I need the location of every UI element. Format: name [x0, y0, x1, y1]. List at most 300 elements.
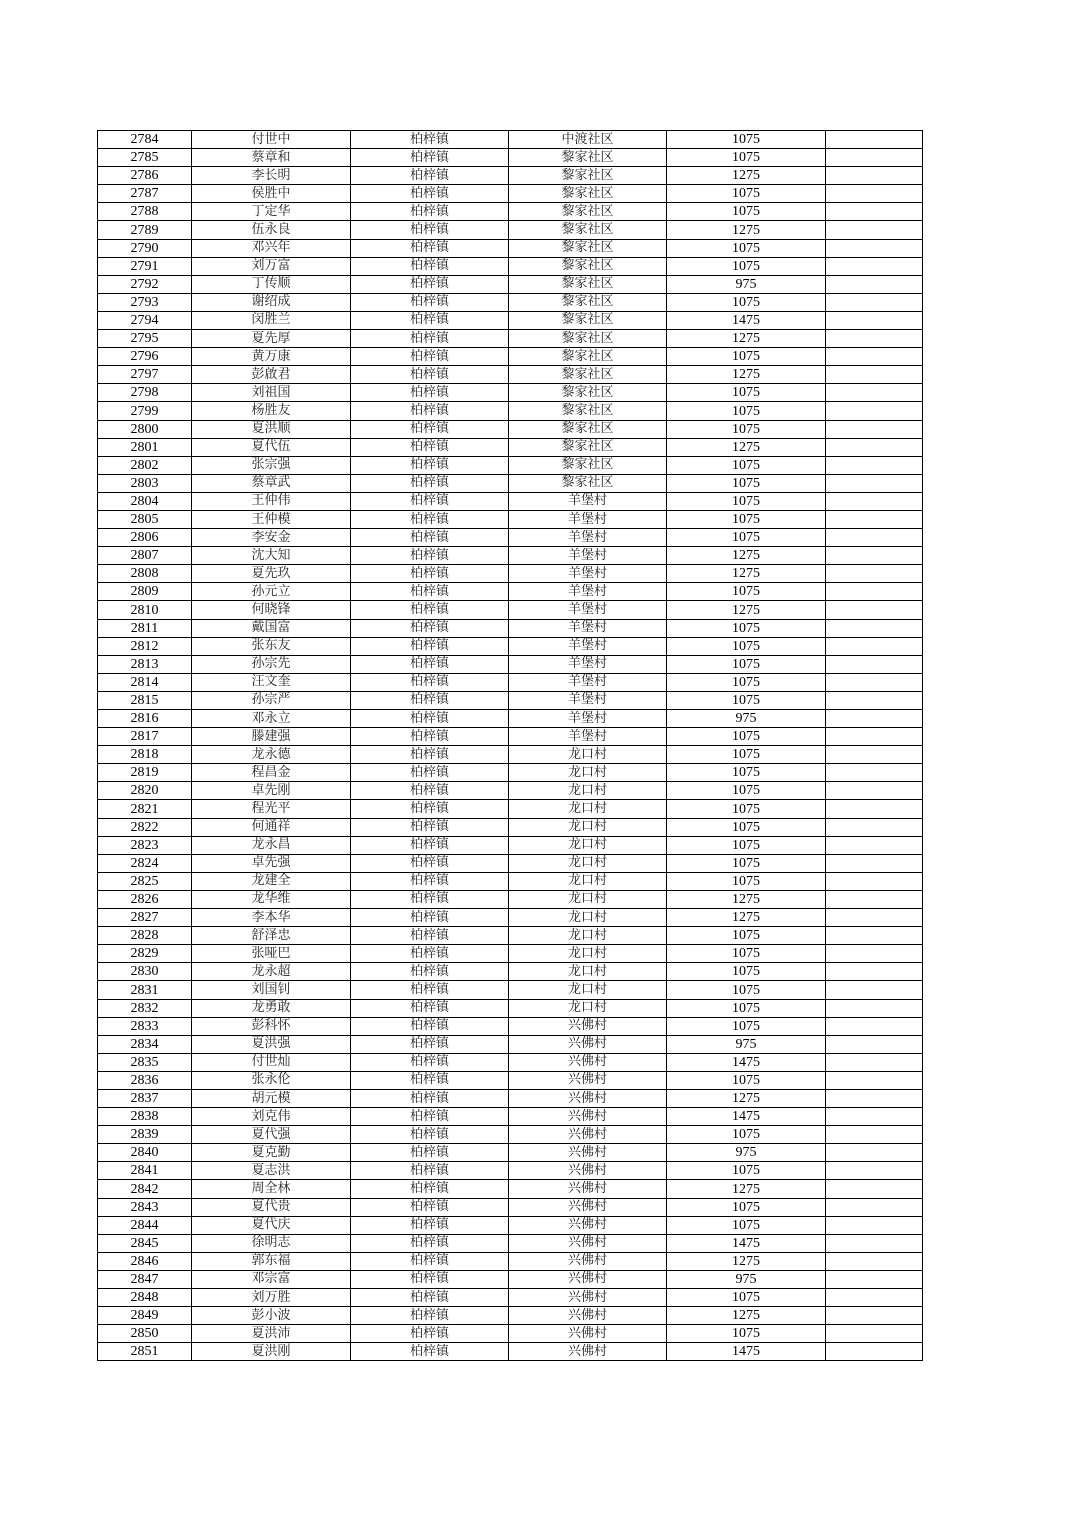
amount-cell: 1075 — [667, 728, 826, 746]
table-row — [98, 1234, 923, 1252]
town-cell: 柏梓镇 — [351, 764, 509, 782]
remark-cell — [826, 420, 923, 438]
town-cell: 柏梓镇 — [351, 1325, 509, 1343]
remark-cell — [826, 366, 923, 384]
row-number-cell: 2826 — [98, 890, 192, 908]
name-cell: 徐明志 — [192, 1234, 351, 1252]
amount-cell: 1075 — [667, 492, 826, 510]
table-row — [98, 167, 923, 185]
table-row — [98, 1289, 923, 1307]
remark-cell — [826, 1071, 923, 1089]
name-cell: 夏代贵 — [192, 1198, 351, 1216]
name-cell: 杨胜友 — [192, 402, 351, 420]
town-cell: 柏梓镇 — [351, 1144, 509, 1162]
remark-cell — [826, 1108, 923, 1126]
town-cell: 柏梓镇 — [351, 800, 509, 818]
name-cell: 卓先强 — [192, 854, 351, 872]
town-cell: 柏梓镇 — [351, 583, 509, 601]
row-number-cell: 2825 — [98, 872, 192, 890]
amount-cell: 1475 — [667, 311, 826, 329]
village-cell: 龙口村 — [509, 818, 667, 836]
row-number-cell: 2832 — [98, 999, 192, 1017]
table-row — [98, 239, 923, 257]
table-row — [98, 782, 923, 800]
town-cell: 柏梓镇 — [351, 1343, 509, 1361]
village-cell: 羊堡村 — [509, 619, 667, 637]
remark-cell — [826, 257, 923, 275]
row-number-cell: 2801 — [98, 438, 192, 456]
row-number-cell: 2798 — [98, 384, 192, 402]
amount-cell: 1075 — [667, 637, 826, 655]
village-cell: 兴佛村 — [509, 1289, 667, 1307]
name-cell: 夏洪刚 — [192, 1343, 351, 1361]
table-row — [98, 456, 923, 474]
row-number-cell: 2838 — [98, 1108, 192, 1126]
village-cell: 龙口村 — [509, 836, 667, 854]
amount-cell: 1075 — [667, 1126, 826, 1144]
remark-cell — [826, 492, 923, 510]
name-cell: 龙勇敢 — [192, 999, 351, 1017]
remark-cell — [826, 764, 923, 782]
row-number-cell: 2797 — [98, 366, 192, 384]
row-number-cell: 2845 — [98, 1234, 192, 1252]
amount-cell: 1075 — [667, 1216, 826, 1234]
table-row — [98, 909, 923, 927]
village-cell: 龙口村 — [509, 981, 667, 999]
row-number-cell: 2820 — [98, 782, 192, 800]
name-cell: 张东友 — [192, 637, 351, 655]
table-row — [98, 800, 923, 818]
village-cell: 龙口村 — [509, 764, 667, 782]
row-number-cell: 2805 — [98, 510, 192, 528]
name-cell: 李本华 — [192, 909, 351, 927]
village-cell: 兴佛村 — [509, 1108, 667, 1126]
row-number-cell: 2809 — [98, 583, 192, 601]
town-cell: 柏梓镇 — [351, 1053, 509, 1071]
table-row — [98, 311, 923, 329]
amount-cell: 1075 — [667, 402, 826, 420]
village-cell: 兴佛村 — [509, 1270, 667, 1288]
row-number-cell: 2800 — [98, 420, 192, 438]
remark-cell — [826, 474, 923, 492]
remark-cell — [826, 655, 923, 673]
name-cell: 刘万胜 — [192, 1289, 351, 1307]
amount-cell: 1275 — [667, 438, 826, 456]
amount-cell: 1075 — [667, 583, 826, 601]
row-number-cell: 2784 — [98, 131, 192, 149]
remark-cell — [826, 619, 923, 637]
remark-cell — [826, 1126, 923, 1144]
row-number-cell: 2788 — [98, 203, 192, 221]
remark-cell — [826, 510, 923, 528]
town-cell: 柏梓镇 — [351, 1162, 509, 1180]
table-row — [98, 275, 923, 293]
village-cell: 羊堡村 — [509, 691, 667, 709]
table-row — [98, 818, 923, 836]
name-cell: 龙华维 — [192, 890, 351, 908]
name-cell: 夏代强 — [192, 1126, 351, 1144]
table-row — [98, 1035, 923, 1053]
remark-cell — [826, 637, 923, 655]
name-cell: 龙永超 — [192, 963, 351, 981]
row-number-cell: 2836 — [98, 1071, 192, 1089]
village-cell: 黎家社区 — [509, 311, 667, 329]
village-cell: 兴佛村 — [509, 1180, 667, 1198]
town-cell: 柏梓镇 — [351, 836, 509, 854]
remark-cell — [826, 203, 923, 221]
town-cell: 柏梓镇 — [351, 782, 509, 800]
table-row — [98, 1126, 923, 1144]
remark-cell — [826, 239, 923, 257]
town-cell: 柏梓镇 — [351, 239, 509, 257]
town-cell: 柏梓镇 — [351, 673, 509, 691]
remark-cell — [826, 601, 923, 619]
row-number-cell: 2835 — [98, 1053, 192, 1071]
table-row — [98, 293, 923, 311]
table-row — [98, 1252, 923, 1270]
name-cell: 李安金 — [192, 529, 351, 547]
table-row — [98, 1108, 923, 1126]
remark-cell — [826, 348, 923, 366]
row-number-cell: 2819 — [98, 764, 192, 782]
remark-cell — [826, 1325, 923, 1343]
amount-cell: 1275 — [667, 366, 826, 384]
amount-cell: 1075 — [667, 945, 826, 963]
row-number-cell: 2834 — [98, 1035, 192, 1053]
amount-cell: 1275 — [667, 221, 826, 239]
name-cell: 伍永良 — [192, 221, 351, 239]
town-cell: 柏梓镇 — [351, 167, 509, 185]
table-row — [98, 366, 923, 384]
table-row — [98, 1089, 923, 1107]
village-cell: 黎家社区 — [509, 438, 667, 456]
name-cell: 丁传顺 — [192, 275, 351, 293]
name-cell: 夏代庆 — [192, 1216, 351, 1234]
name-cell: 郭东福 — [192, 1252, 351, 1270]
roster-table — [97, 130, 923, 1361]
remark-cell — [826, 818, 923, 836]
town-cell: 柏梓镇 — [351, 1035, 509, 1053]
remark-cell — [826, 999, 923, 1017]
amount-cell: 1075 — [667, 1325, 826, 1343]
name-cell: 彭小波 — [192, 1307, 351, 1325]
table-row — [98, 728, 923, 746]
town-cell: 柏梓镇 — [351, 420, 509, 438]
town-cell: 柏梓镇 — [351, 149, 509, 167]
table-row — [98, 673, 923, 691]
village-cell: 黎家社区 — [509, 366, 667, 384]
village-cell: 黎家社区 — [509, 348, 667, 366]
remark-cell — [826, 529, 923, 547]
table-row — [98, 601, 923, 619]
table-row — [98, 691, 923, 709]
name-cell: 程光平 — [192, 800, 351, 818]
town-cell: 柏梓镇 — [351, 1252, 509, 1270]
town-cell: 柏梓镇 — [351, 402, 509, 420]
table-row — [98, 872, 923, 890]
name-cell: 彭啟君 — [192, 366, 351, 384]
row-number-cell: 2831 — [98, 981, 192, 999]
row-number-cell: 2817 — [98, 728, 192, 746]
name-cell: 蔡章和 — [192, 149, 351, 167]
town-cell: 柏梓镇 — [351, 890, 509, 908]
village-cell: 兴佛村 — [509, 1252, 667, 1270]
row-number-cell: 2844 — [98, 1216, 192, 1234]
row-number-cell: 2849 — [98, 1307, 192, 1325]
table-row — [98, 474, 923, 492]
town-cell: 柏梓镇 — [351, 872, 509, 890]
amount-cell: 1075 — [667, 782, 826, 800]
remark-cell — [826, 1017, 923, 1035]
amount-cell: 1075 — [667, 131, 826, 149]
amount-cell: 1075 — [667, 981, 826, 999]
table-row — [98, 1343, 923, 1361]
town-cell: 柏梓镇 — [351, 963, 509, 981]
name-cell: 侯胜中 — [192, 185, 351, 203]
village-cell: 黎家社区 — [509, 239, 667, 257]
name-cell: 孙元立 — [192, 583, 351, 601]
name-cell: 龙永德 — [192, 746, 351, 764]
town-cell: 柏梓镇 — [351, 474, 509, 492]
amount-cell: 1075 — [667, 1289, 826, 1307]
row-number-cell: 2828 — [98, 927, 192, 945]
row-number-cell: 2839 — [98, 1126, 192, 1144]
amount-cell: 1075 — [667, 836, 826, 854]
amount-cell: 1275 — [667, 890, 826, 908]
row-number-cell: 2799 — [98, 402, 192, 420]
table-row — [98, 384, 923, 402]
table-row — [98, 1053, 923, 1071]
name-cell: 付世中 — [192, 131, 351, 149]
village-cell: 黎家社区 — [509, 149, 667, 167]
remark-cell — [826, 1035, 923, 1053]
town-cell: 柏梓镇 — [351, 1180, 509, 1198]
town-cell: 柏梓镇 — [351, 1017, 509, 1035]
town-cell: 柏梓镇 — [351, 348, 509, 366]
table-row — [98, 1144, 923, 1162]
town-cell: 柏梓镇 — [351, 619, 509, 637]
amount-cell: 1075 — [667, 474, 826, 492]
town-cell: 柏梓镇 — [351, 1126, 509, 1144]
amount-cell: 1075 — [667, 510, 826, 528]
row-number-cell: 2830 — [98, 963, 192, 981]
name-cell: 龙永昌 — [192, 836, 351, 854]
remark-cell — [826, 1180, 923, 1198]
town-cell: 柏梓镇 — [351, 1270, 509, 1288]
remark-cell — [826, 782, 923, 800]
remark-cell — [826, 872, 923, 890]
table-row — [98, 619, 923, 637]
name-cell: 张哑巴 — [192, 945, 351, 963]
town-cell: 柏梓镇 — [351, 691, 509, 709]
table-row — [98, 710, 923, 728]
amount-cell: 1075 — [667, 872, 826, 890]
amount-cell: 1075 — [667, 203, 826, 221]
row-number-cell: 2837 — [98, 1089, 192, 1107]
village-cell: 羊堡村 — [509, 637, 667, 655]
town-cell: 柏梓镇 — [351, 257, 509, 275]
amount-cell: 1075 — [667, 746, 826, 764]
village-cell: 羊堡村 — [509, 492, 667, 510]
town-cell: 柏梓镇 — [351, 131, 509, 149]
village-cell: 兴佛村 — [509, 1216, 667, 1234]
amount-cell: 975 — [667, 1035, 826, 1053]
row-number-cell: 2796 — [98, 348, 192, 366]
amount-cell: 1075 — [667, 800, 826, 818]
row-number-cell: 2843 — [98, 1198, 192, 1216]
row-number-cell: 2791 — [98, 257, 192, 275]
town-cell: 柏梓镇 — [351, 275, 509, 293]
table-row — [98, 1307, 923, 1325]
table-row — [98, 1216, 923, 1234]
village-cell: 龙口村 — [509, 782, 667, 800]
table-row — [98, 149, 923, 167]
amount-cell: 1275 — [667, 1252, 826, 1270]
row-number-cell: 2795 — [98, 330, 192, 348]
village-cell: 羊堡村 — [509, 728, 667, 746]
town-cell: 柏梓镇 — [351, 927, 509, 945]
remark-cell — [826, 691, 923, 709]
row-number-cell: 2814 — [98, 673, 192, 691]
row-number-cell: 2802 — [98, 456, 192, 474]
name-cell: 龙建全 — [192, 872, 351, 890]
village-cell: 兴佛村 — [509, 1089, 667, 1107]
amount-cell: 1075 — [667, 764, 826, 782]
row-number-cell: 2803 — [98, 474, 192, 492]
village-cell: 兴佛村 — [509, 1071, 667, 1089]
town-cell: 柏梓镇 — [351, 637, 509, 655]
town-cell: 柏梓镇 — [351, 547, 509, 565]
town-cell: 柏梓镇 — [351, 1307, 509, 1325]
village-cell: 羊堡村 — [509, 601, 667, 619]
row-number-cell: 2850 — [98, 1325, 192, 1343]
village-cell: 兴佛村 — [509, 1162, 667, 1180]
amount-cell: 1075 — [667, 1017, 826, 1035]
remark-cell — [826, 945, 923, 963]
row-number-cell: 2785 — [98, 149, 192, 167]
name-cell: 汪文奎 — [192, 673, 351, 691]
village-cell: 龙口村 — [509, 927, 667, 945]
table-row — [98, 492, 923, 510]
town-cell: 柏梓镇 — [351, 999, 509, 1017]
row-number-cell: 2816 — [98, 710, 192, 728]
village-cell: 黎家社区 — [509, 402, 667, 420]
village-cell: 龙口村 — [509, 999, 667, 1017]
amount-cell: 1275 — [667, 547, 826, 565]
village-cell: 兴佛村 — [509, 1198, 667, 1216]
amount-cell: 1075 — [667, 1071, 826, 1089]
table-row — [98, 330, 923, 348]
town-cell: 柏梓镇 — [351, 1234, 509, 1252]
remark-cell — [826, 456, 923, 474]
name-cell: 夏洪强 — [192, 1035, 351, 1053]
remark-cell — [826, 890, 923, 908]
remark-cell — [826, 1307, 923, 1325]
table-row — [98, 583, 923, 601]
table-row — [98, 420, 923, 438]
table-row — [98, 746, 923, 764]
town-cell: 柏梓镇 — [351, 1108, 509, 1126]
name-cell: 张宗强 — [192, 456, 351, 474]
name-cell: 付世灿 — [192, 1053, 351, 1071]
name-cell: 邓永立 — [192, 710, 351, 728]
name-cell: 张永伦 — [192, 1071, 351, 1089]
village-cell: 中渡社区 — [509, 131, 667, 149]
remark-cell — [826, 438, 923, 456]
town-cell: 柏梓镇 — [351, 655, 509, 673]
amount-cell: 1075 — [667, 927, 826, 945]
row-number-cell: 2812 — [98, 637, 192, 655]
name-cell: 闵胜兰 — [192, 311, 351, 329]
village-cell: 黎家社区 — [509, 221, 667, 239]
name-cell: 夏代伍 — [192, 438, 351, 456]
name-cell: 李长明 — [192, 167, 351, 185]
table-row — [98, 348, 923, 366]
row-number-cell: 2840 — [98, 1144, 192, 1162]
row-number-cell: 2786 — [98, 167, 192, 185]
amount-cell: 1275 — [667, 167, 826, 185]
row-number-cell: 2804 — [98, 492, 192, 510]
amount-cell: 1075 — [667, 1162, 826, 1180]
village-cell: 黎家社区 — [509, 420, 667, 438]
town-cell: 柏梓镇 — [351, 728, 509, 746]
row-number-cell: 2823 — [98, 836, 192, 854]
amount-cell: 975 — [667, 710, 826, 728]
village-cell: 羊堡村 — [509, 655, 667, 673]
row-number-cell: 2794 — [98, 311, 192, 329]
amount-cell: 1275 — [667, 1307, 826, 1325]
village-cell: 羊堡村 — [509, 565, 667, 583]
village-cell: 黎家社区 — [509, 185, 667, 203]
name-cell: 黄万康 — [192, 348, 351, 366]
table-row — [98, 529, 923, 547]
amount-cell: 1075 — [667, 384, 826, 402]
town-cell: 柏梓镇 — [351, 601, 509, 619]
table-row — [98, 890, 923, 908]
name-cell: 夏先厚 — [192, 330, 351, 348]
town-cell: 柏梓镇 — [351, 1198, 509, 1216]
row-number-cell: 2822 — [98, 818, 192, 836]
village-cell: 羊堡村 — [509, 583, 667, 601]
town-cell: 柏梓镇 — [351, 311, 509, 329]
amount-cell: 1475 — [667, 1343, 826, 1361]
table-row — [98, 981, 923, 999]
table-row — [98, 131, 923, 149]
table-body — [98, 131, 923, 1361]
town-cell: 柏梓镇 — [351, 203, 509, 221]
name-cell: 蔡章武 — [192, 474, 351, 492]
amount-cell: 1075 — [667, 854, 826, 872]
table-row — [98, 1198, 923, 1216]
amount-cell: 1075 — [667, 456, 826, 474]
row-number-cell: 2821 — [98, 800, 192, 818]
remark-cell — [826, 384, 923, 402]
amount-cell: 1075 — [667, 1198, 826, 1216]
village-cell: 黎家社区 — [509, 167, 667, 185]
remark-cell — [826, 1162, 923, 1180]
village-cell: 龙口村 — [509, 854, 667, 872]
row-number-cell: 2827 — [98, 909, 192, 927]
name-cell: 舒泽忠 — [192, 927, 351, 945]
name-cell: 刘万富 — [192, 257, 351, 275]
village-cell: 兴佛村 — [509, 1053, 667, 1071]
town-cell: 柏梓镇 — [351, 565, 509, 583]
name-cell: 滕建强 — [192, 728, 351, 746]
remark-cell — [826, 1343, 923, 1361]
remark-cell — [826, 330, 923, 348]
town-cell: 柏梓镇 — [351, 854, 509, 872]
town-cell: 柏梓镇 — [351, 818, 509, 836]
